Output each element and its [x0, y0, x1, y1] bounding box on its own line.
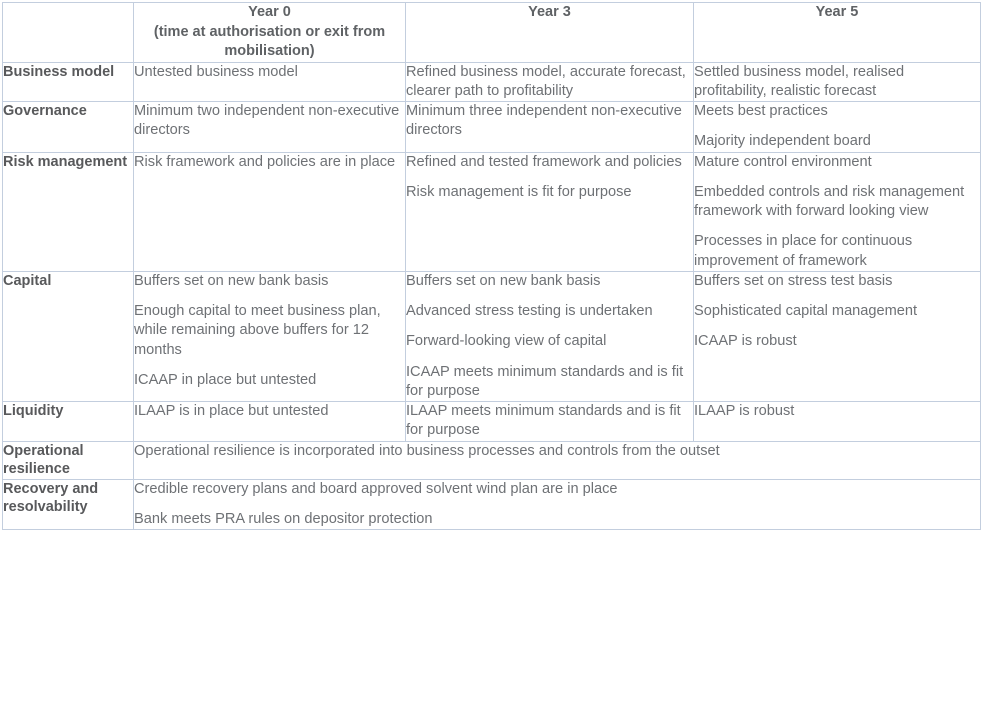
cell-paragraph: ICAAP in place but untested — [134, 371, 317, 388]
cell-paragraph: Refined and tested framework and policies — [406, 153, 682, 170]
cell-paragraph: Settled business model, realised profitability, realistic forecast — [694, 63, 905, 99]
cell-paragraph: Sophisticated capital management — [694, 303, 918, 320]
cell-paragraph: Bank meets PRA rules on depositor protection — [134, 511, 433, 528]
cell-paragraph: Majority independent board — [694, 133, 871, 150]
row-label-business-model: Business model — [3, 62, 134, 102]
cell-paragraph: ICAAP meets minimum standards and is fit for purpose — [406, 363, 684, 399]
row-label-risk-management: Risk management — [3, 152, 134, 271]
cell-year5 — [694, 102, 981, 153]
header-cell-year3 — [406, 3, 694, 63]
cell-year3 — [406, 102, 694, 153]
row-label-liquidity: Liquidity — [3, 402, 134, 442]
cell-year0 — [134, 402, 406, 442]
cell-paragraph: Forward-looking view of capital — [406, 333, 607, 350]
cell-paragraph: Untested business model — [134, 63, 298, 80]
row-label-capital: Capital — [3, 271, 134, 401]
cell-paragraph: Refined business model, accurate forecast, clearer path to profitability — [406, 63, 686, 99]
cell-paragraph: Meets best practices — [694, 103, 828, 120]
maturity-expectations-table — [2, 2, 981, 530]
table-row — [3, 102, 981, 153]
cell-paragraph: ILAAP is in place but untested — [134, 403, 329, 420]
cell-paragraph: Buffers set on new bank basis — [406, 272, 601, 289]
cell-all-years — [134, 479, 981, 530]
cell-paragraph: Risk management is fit for purpose — [406, 183, 632, 200]
header-year0-sublabel: (time at authorisation or exit from mobilisation) — [153, 23, 386, 60]
header-cell-year0 — [134, 3, 406, 63]
row-label-governance: Governance — [3, 102, 134, 153]
cell-year0 — [134, 102, 406, 153]
table-row — [3, 62, 981, 102]
table-row — [3, 479, 981, 530]
cell-paragraph: ILAAP is robust — [694, 403, 795, 420]
cell-paragraph: ICAAP is robust — [694, 333, 797, 350]
cell-year3 — [406, 402, 694, 442]
cell-paragraph: Advanced stress testing is undertaken — [406, 303, 653, 320]
cell-paragraph: ILAAP meets minimum standards and is fit for purpose — [406, 403, 681, 439]
cell-year0 — [134, 271, 406, 401]
table-header — [3, 3, 981, 63]
cell-paragraph: Minimum two independent non-executive directors — [134, 103, 400, 139]
header-row — [3, 3, 981, 63]
table-row — [3, 441, 981, 479]
row-label-operational-resilience: Operational resilience — [3, 441, 134, 479]
cell-paragraph: Mature control environment — [694, 153, 872, 170]
cell-year5 — [694, 271, 981, 401]
table-body — [3, 62, 981, 530]
table-row — [3, 271, 981, 401]
cell-paragraph: Credible recovery plans and board approved solvent wind plan are in place — [134, 480, 618, 497]
header-year0-label: Year 0 — [248, 4, 291, 20]
cell-year5 — [694, 152, 981, 271]
table-row — [3, 402, 981, 442]
cell-paragraph: Buffers set on stress test basis — [694, 272, 893, 289]
cell-year0 — [134, 152, 406, 271]
cell-paragraph: Minimum three independent non-executive directors — [406, 103, 682, 139]
table-row — [3, 152, 981, 271]
cell-year5 — [694, 402, 981, 442]
header-year3-label: Year 3 — [528, 4, 571, 20]
cell-paragraph: Buffers set on new bank basis — [134, 272, 329, 289]
cell-year3 — [406, 62, 694, 102]
cell-paragraph: Embedded controls and risk management framework with forward looking view — [694, 183, 965, 220]
cell-all-years — [134, 441, 981, 479]
header-cell-category — [3, 3, 134, 63]
cell-year0 — [134, 62, 406, 102]
cell-paragraph: Risk framework and policies are in place — [134, 153, 396, 170]
header-cell-year5 — [694, 3, 981, 63]
cell-paragraph: Enough capital to meet business plan, while remaining above buffers for 12 months — [134, 303, 381, 358]
row-label-recovery-and-resolvability: Recovery and resolvability — [3, 479, 134, 530]
cell-paragraph: Operational resilience is incorporated into business processes and controls from the outset — [134, 442, 720, 459]
cell-year3 — [406, 152, 694, 271]
cell-year5 — [694, 62, 981, 102]
cell-year3 — [406, 271, 694, 401]
header-year5-label: Year 5 — [815, 4, 859, 20]
cell-paragraph: Processes in place for continuous improvement of framework — [694, 233, 913, 269]
